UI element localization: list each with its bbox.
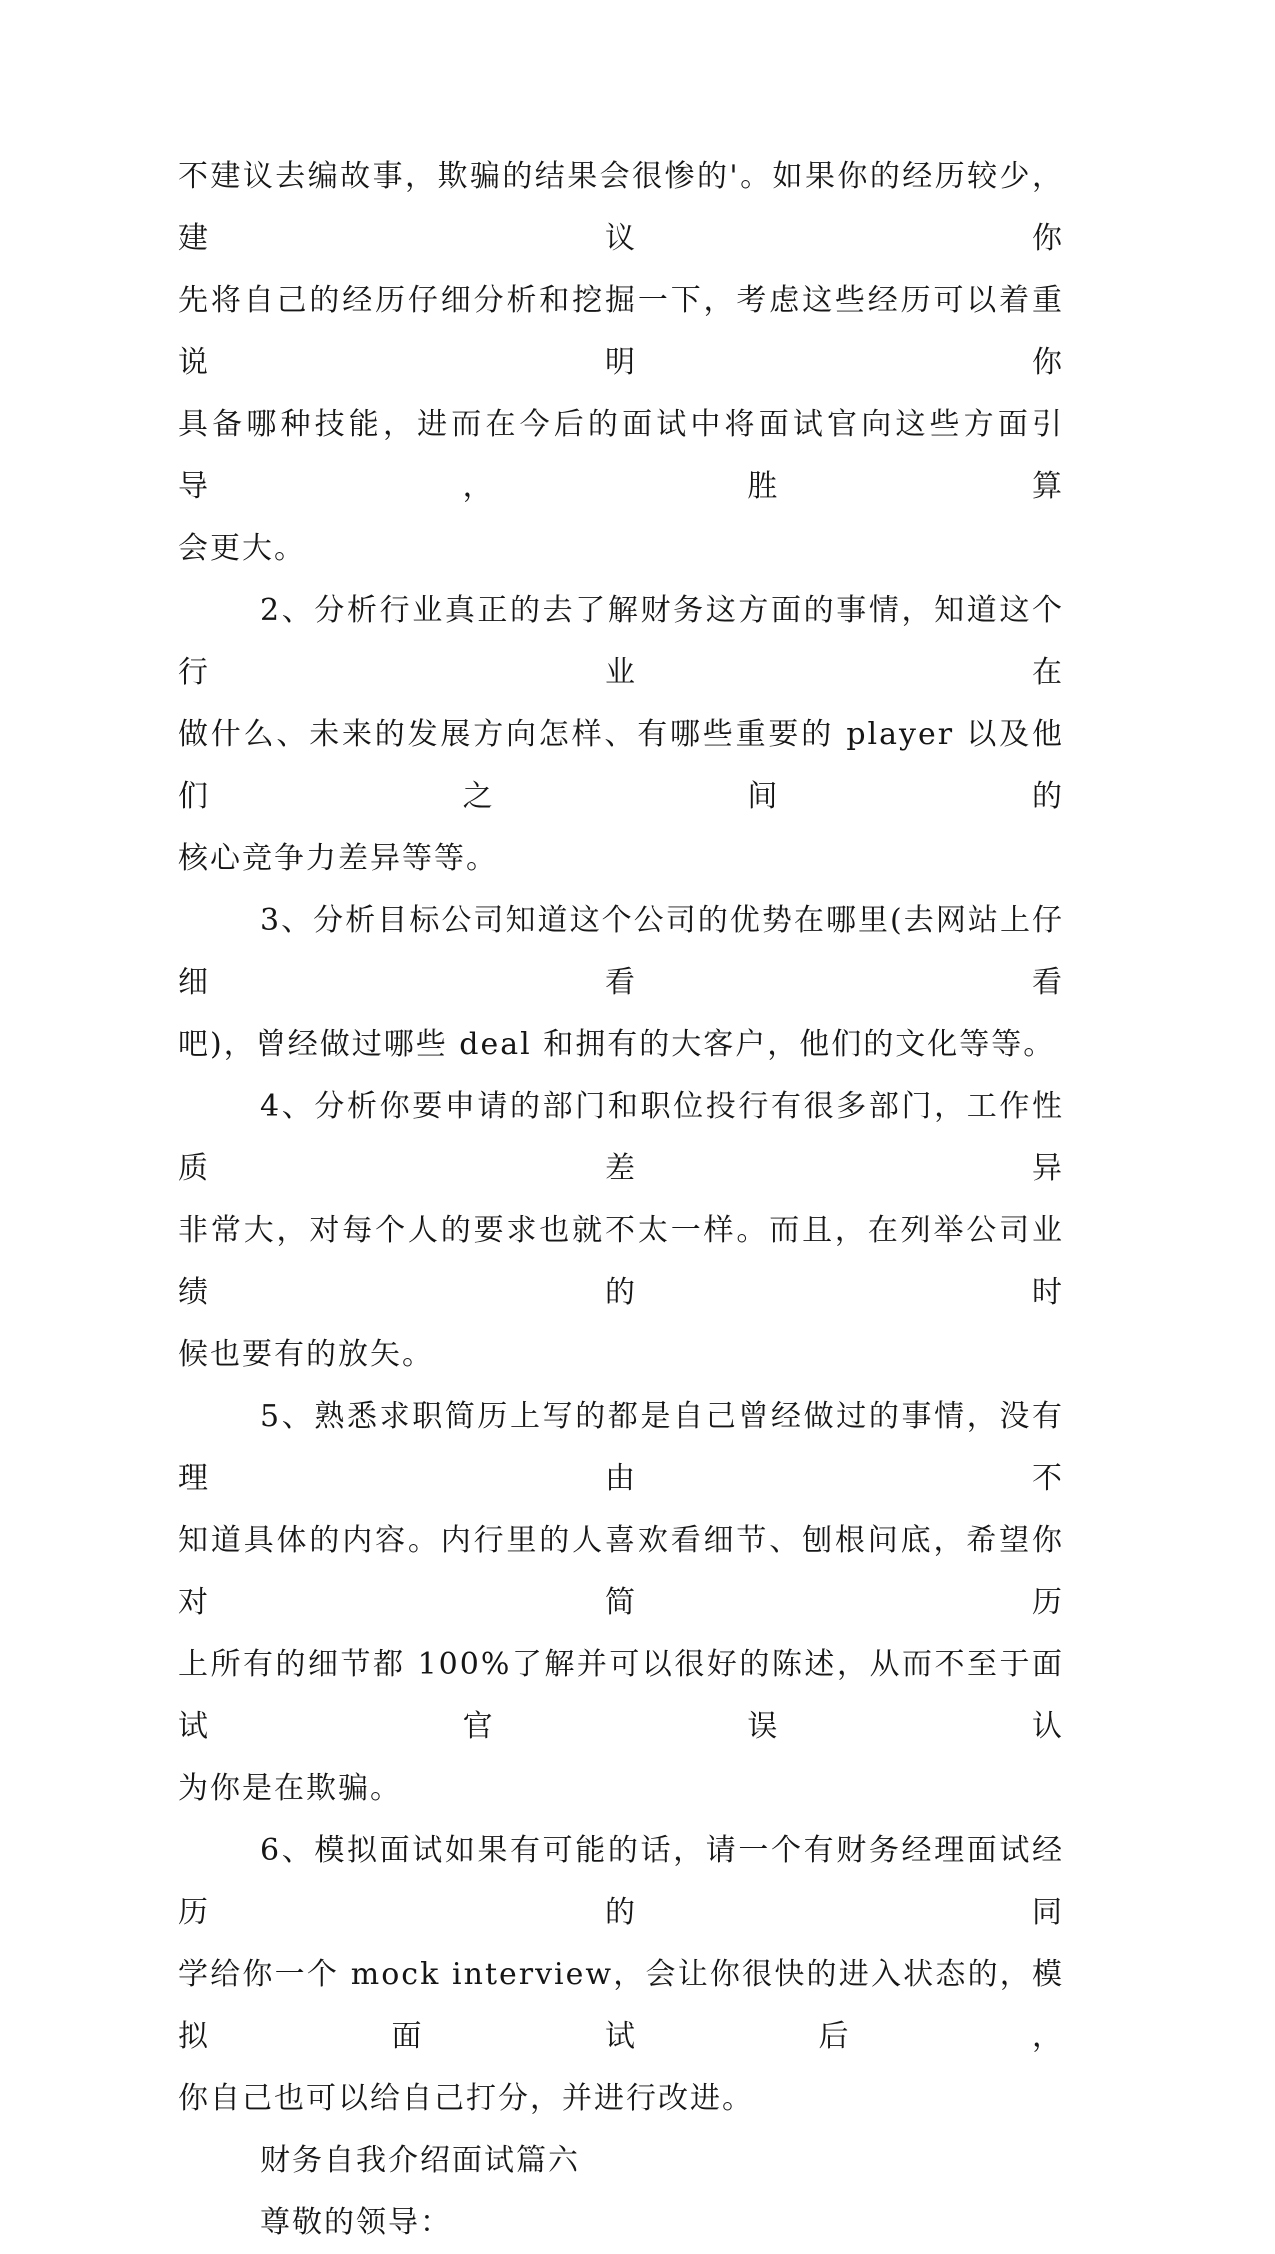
text-line: 3、分析目标公司知道这个公司的优势在哪里(去网站上仔细看看 [178, 903, 1064, 1000]
text-line: 6、模拟面试如果有可能的话，请一个有财务经理面试经历的同 [178, 1833, 1064, 1930]
text-line: 具备哪种技能，进而在今后的面试中将面试官向这些方面引导，胜算 [178, 407, 1064, 504]
text-line: 先将自己的经历仔细分析和挖掘一下，考虑这些经历可以着重说明你 [178, 283, 1064, 380]
text-line: 会更大。 [178, 531, 306, 566]
section-heading-line: 财务自我介绍面试篇六 [260, 2143, 580, 2178]
text-line: 上所有的细节都 100%了解并可以很好的陈述，从而不至于面试官误认 [178, 1647, 1064, 1744]
text-line: 吧)，曾经做过哪些 deal 和拥有的大客户，他们的文化等等。 [178, 1027, 1056, 1062]
text-line: 学给你一个 mock interview，会让你很快的进入状态的，模拟面试后， [178, 1957, 1064, 2054]
salutation-line: 尊敬的领导： [260, 2205, 452, 2240]
text-line: 做什么、未来的发展方向怎样、有哪些重要的 player 以及他们之间的 [178, 717, 1064, 814]
text-line: 5、熟悉求职简历上写的都是自己曾经做过的事情，没有理由不 [178, 1399, 1064, 1496]
text-line: 非常大，对每个人的要求也就不太一样。而且，在列举公司业绩的时 [178, 1213, 1064, 1310]
text-line: 你自己也可以给自己打分，并进行改进。 [178, 2081, 754, 2116]
text-line: 4、分析你要申请的部门和职位投行有很多部门，工作性质差异 [178, 1089, 1064, 1186]
text-line: 候也要有的放矢。 [178, 1337, 434, 1372]
text-line: 不建议去编故事，欺骗的结果会很惨的'。如果你的经历较少，建议你 [178, 159, 1064, 256]
text-line: 为你是在欺骗。 [178, 1771, 402, 1806]
text-line: 知道具体的内容。内行里的人喜欢看细节、刨根问底，希望你对简历 [178, 1523, 1064, 1620]
text-line: 2、分析行业真正的去了解财务这方面的事情，知道这个行业在 [178, 593, 1064, 690]
document-text-block [178, 146, 1064, 2254]
text-line: 核心竞争力差异等等。 [178, 841, 498, 876]
